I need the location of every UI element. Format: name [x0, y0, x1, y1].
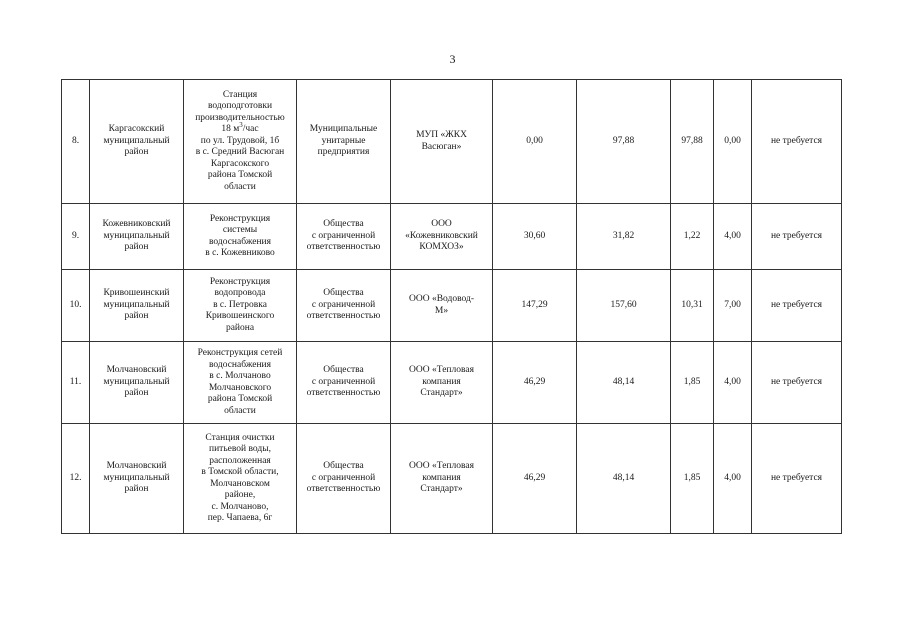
row-number: 10. [62, 270, 90, 342]
value-4-cell: 4,00 [714, 424, 752, 534]
value-1-cell: 0,00 [493, 80, 577, 204]
status-cell: не требуется [752, 80, 842, 204]
table-row [62, 270, 842, 342]
value-3-cell: 1,85 [671, 342, 714, 424]
work-cell: Реконструкция водопровода в с. Петровка Кривошеинского района [184, 270, 297, 342]
row-number: 8. [62, 80, 90, 204]
status-cell: не требуется [752, 270, 842, 342]
value-3-cell: 1,85 [671, 424, 714, 534]
value-1-cell: 147,29 [493, 270, 577, 342]
organization-cell: ООО «Тепловая компания Стандарт» [391, 424, 493, 534]
row-number: 9. [62, 204, 90, 270]
value-4-cell: 0,00 [714, 80, 752, 204]
district-cell: Молчановский муниципальный район [90, 424, 184, 534]
organization-cell: ООО «Водовод- М» [391, 270, 493, 342]
value-4-cell: 4,00 [714, 342, 752, 424]
work-cell: Реконструкция системы водоснабжения в с. Кожевниково [184, 204, 297, 270]
value-3-cell: 1,22 [671, 204, 714, 270]
value-3-cell: 97,88 [671, 80, 714, 204]
value-2-cell: 48,14 [577, 424, 671, 534]
work-cell: Станция очистки питьевой воды, расположенная в Томской области, Молчановском районе, с. Молчаново, пер. Чапаева, 6г [184, 424, 297, 534]
work-text-start: Станция водоподготовки производительностью 18 м [195, 89, 285, 135]
legal-form-cell: Муниципальные унитарные предприятия [297, 80, 391, 204]
table-row [62, 80, 842, 204]
row-number: 12. [62, 424, 90, 534]
table-row [62, 204, 842, 270]
status-cell: не требуется [752, 424, 842, 534]
legal-form-cell: Общества с ограниченной ответственностью [297, 270, 391, 342]
work-cell [184, 80, 297, 204]
status-cell: не требуется [752, 204, 842, 270]
district-cell: Молчановский муниципальный район [90, 342, 184, 424]
legal-form-cell: Общества с ограниченной ответственностью [297, 342, 391, 424]
legal-form-cell: Общества с ограниченной ответственностью [297, 204, 391, 270]
work-cell: Реконструкция сетей водоснабжения в с. Молчаново Молчановского района Томской области [184, 342, 297, 424]
district-cell: Кривошеинский муниципальный район [90, 270, 184, 342]
legal-form-cell: Общества с ограниченной ответственностью [297, 424, 391, 534]
value-2-cell: 157,60 [577, 270, 671, 342]
investment-table [61, 79, 842, 534]
organization-cell: МУП «ЖКХ Васюган» [391, 80, 493, 204]
work-superscript: 3 [239, 121, 243, 130]
value-3-cell: 10,31 [671, 270, 714, 342]
organization-cell: ООО «Кожевниковский КОМХОЗ» [391, 204, 493, 270]
district-cell: Каргасокский муниципальный район [90, 80, 184, 204]
value-1-cell: 30,60 [493, 204, 577, 270]
value-4-cell: 7,00 [714, 270, 752, 342]
value-2-cell: 31,82 [577, 204, 671, 270]
work-text-end: /час по ул. Трудовой, 1б в с. Средний Васюган Каргасокского района Томской области [195, 124, 285, 192]
value-1-cell: 46,29 [493, 342, 577, 424]
organization-cell: ООО «Тепловая компания Стандарт» [391, 342, 493, 424]
page-number: 3 [449, 52, 456, 66]
value-1-cell: 46,29 [493, 424, 577, 534]
value-2-cell: 97,88 [577, 80, 671, 204]
value-2-cell: 48,14 [577, 342, 671, 424]
value-4-cell: 4,00 [714, 204, 752, 270]
table-row [62, 342, 842, 424]
status-cell: не требуется [752, 342, 842, 424]
table-row [62, 424, 842, 534]
district-cell: Кожевниковский муниципальный район [90, 204, 184, 270]
row-number: 11. [62, 342, 90, 424]
